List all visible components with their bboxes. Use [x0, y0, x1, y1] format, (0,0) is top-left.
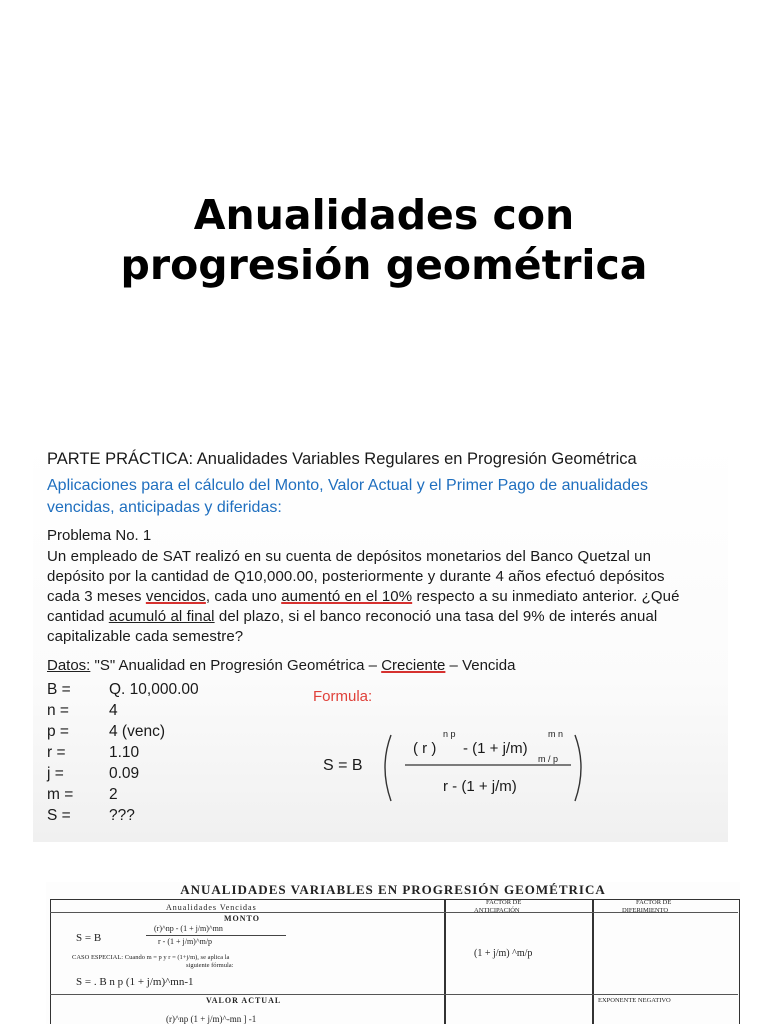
- problem-line4: [47, 608, 657, 625]
- text-segment: del plazo, si el banco reconoció una tasa del 9% de interés anual: [214, 608, 658, 625]
- underlined-vencidos: vencidos: [145, 588, 206, 605]
- datos-label: Datos:: [47, 657, 91, 674]
- text-segment: – Vencida: [445, 657, 516, 674]
- col-anticipacion-l2: ANTICIPACIÓN: [474, 907, 520, 914]
- underlined-acumulo: acumuló al final: [108, 608, 215, 625]
- var-value: 4: [109, 702, 118, 719]
- table-border: [50, 899, 740, 1024]
- text-segment: "S" Anualidad en Progresión Geométrica –: [90, 657, 382, 674]
- formula-table-scan: [46, 882, 740, 1024]
- scan-blue-line2: vencidas, anticipadas y diferidas:: [47, 499, 282, 516]
- var-name: S =: [47, 807, 71, 824]
- caso-formula: S = . B n p (1 + j/m)^mn-1: [76, 976, 194, 988]
- variable-row: [47, 807, 199, 828]
- underlined-aumento: aumentó en el 10%: [281, 588, 413, 605]
- formula-exp-mp: m / p: [538, 754, 559, 764]
- variable-row: [47, 723, 199, 744]
- formula-den: r - (1 + j/m): [443, 778, 517, 795]
- problem-line3: [47, 588, 680, 605]
- text-segment: cada 3 meses: [47, 588, 146, 605]
- problem-title: Problema No. 1: [47, 527, 152, 544]
- table-rule: [50, 994, 738, 995]
- col-anticipacion-l1: FACTOR DE: [486, 899, 522, 906]
- var-value: ???: [109, 807, 135, 824]
- var-value: 2: [109, 786, 118, 803]
- valor-actual-formula: (r)^np (1 + j/m)^-mn ] -1: [166, 1014, 257, 1024]
- variable-row: [47, 765, 199, 786]
- formula-num-left: ( r ): [413, 740, 437, 757]
- var-name: j =: [47, 765, 64, 782]
- table-divider: [444, 899, 446, 1024]
- caso-especial-l2: siguiente fórmula:: [186, 962, 234, 969]
- var-name: m =: [47, 786, 74, 803]
- formula-num-mid: - (1 + j/m): [463, 740, 528, 757]
- underlined-creciente: Creciente: [381, 657, 446, 674]
- datos-line: [47, 657, 515, 674]
- variable-row: [47, 681, 199, 702]
- table-divider: [592, 899, 594, 1024]
- caso-especial-l1: CASO ESPECIAL: Cuando m = p y r = (1+j/m), se aplica la: [72, 954, 230, 961]
- var-value: 0.09: [109, 765, 140, 782]
- formula-lhs: S = B: [323, 757, 363, 774]
- slide-title-line1: Anualidades con: [193, 191, 575, 239]
- var-name: r =: [47, 744, 66, 761]
- col-diferimiento-l2: DIFERIMIENTO: [622, 907, 669, 914]
- right-paren: [575, 735, 581, 801]
- var-name: B =: [47, 681, 71, 698]
- monto-formula: [313, 725, 593, 815]
- monto-label: MONTO: [224, 914, 260, 923]
- monto-fraction-bar: [146, 935, 286, 936]
- col-vencidas: Anualidades Vencidas: [166, 903, 257, 912]
- text-segment: cantidad: [47, 608, 109, 625]
- problem-scan-image: [33, 440, 728, 842]
- variable-row: [47, 744, 199, 765]
- formula-exp-mn: m n: [548, 729, 564, 739]
- valor-actual-label: VALOR ACTUAL: [206, 996, 282, 1005]
- slide-title-line2: progresión geométrica: [120, 241, 648, 289]
- formula-exp-np: n p: [443, 729, 456, 739]
- table-header: ANUALIDADES VARIABLES EN PROGRESIÓN GEOMÉTRICA: [180, 882, 606, 897]
- formula-label: Formula:: [313, 688, 373, 705]
- variable-row: [47, 786, 199, 807]
- text-segment: respecto a su inmediato anterior. ¿Qué: [412, 588, 680, 605]
- var-value: 4 (venc): [109, 723, 165, 740]
- var-value: Q. 10,000.00: [109, 681, 199, 698]
- problem-line5: capitalizable cada semestre?: [47, 628, 244, 645]
- problem-line2: depósito por la cantidad de Q10,000.00, posteriormente y durante 4 años efectuó depósitos: [47, 568, 665, 585]
- text-segment: , cada uno: [205, 588, 282, 605]
- left-paren: [385, 735, 391, 801]
- col-diferimiento-l1: FACTOR DE: [636, 899, 672, 906]
- variable-row: [47, 702, 199, 723]
- var-name: p =: [47, 723, 69, 740]
- monto-lhs: S = B: [76, 932, 102, 944]
- slide-title: [0, 190, 768, 290]
- exponente-negativo-label: EXPONENTE NEGATIVO: [598, 997, 671, 1004]
- var-name: n =: [47, 702, 69, 719]
- variables-list: [47, 681, 199, 828]
- scan-blue-line1: Aplicaciones para el cálculo del Monto, Valor Actual y el Primer Pago de anualidades: [47, 477, 648, 494]
- monto-num: (r)^np - (1 + j/m)^mn: [154, 924, 223, 933]
- var-value: 1.10: [109, 744, 140, 761]
- monto-den: r - (1 + j/m)^m/p: [158, 937, 213, 946]
- anticipacion-factor: (1 + j/m) ^m/p: [474, 948, 533, 959]
- scan-heading: PARTE PRÁCTICA: Anualidades Variables Regulares en Progresión Geométrica: [47, 450, 637, 468]
- problem-line1: Un empleado de SAT realizó en su cuenta de depósitos monetarios del Banco Quetzal un: [47, 548, 652, 565]
